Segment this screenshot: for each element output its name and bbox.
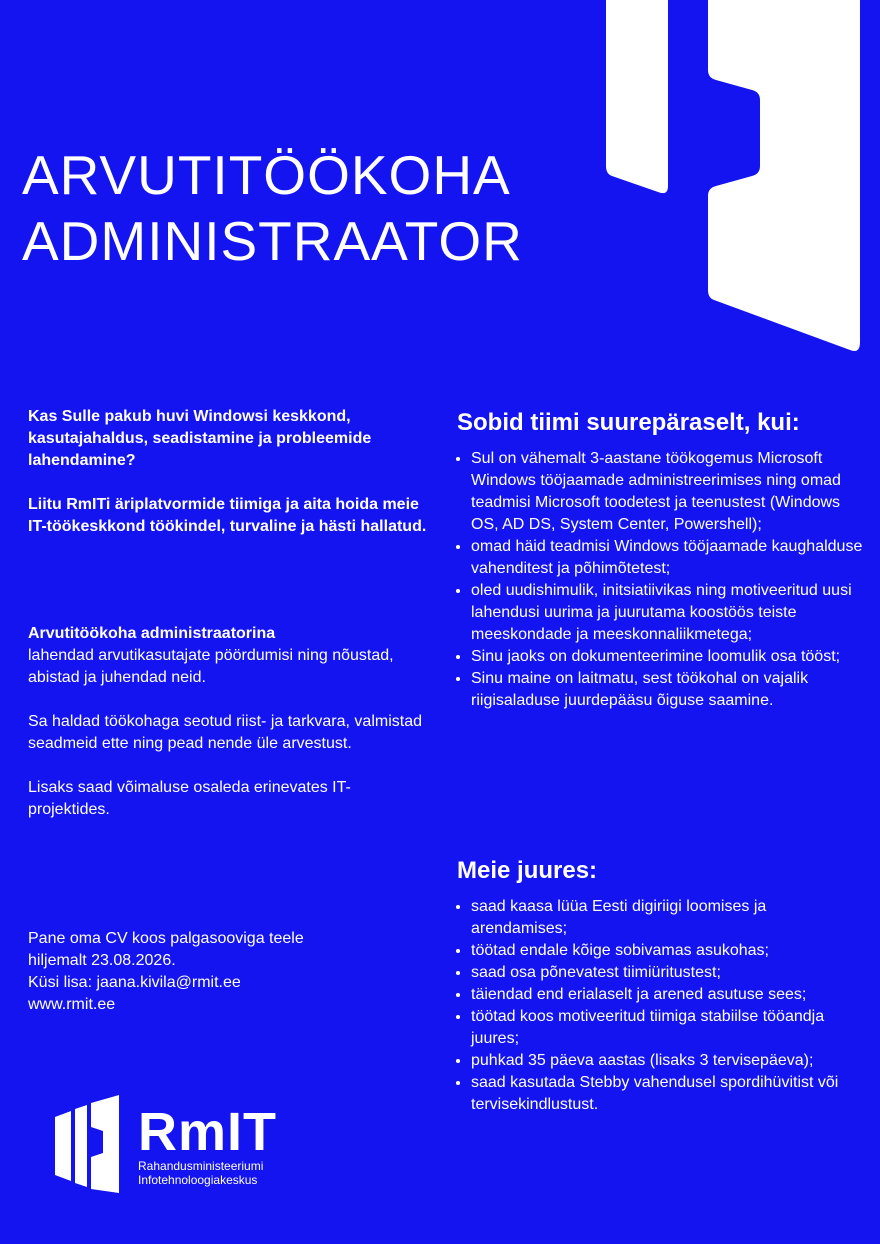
benefit-item: • töötad koos motiveeritud tiimiga stabiilse tööandja juures; xyxy=(471,1006,863,1050)
apply-line-1: Pane oma CV koos palgasooviga teele xyxy=(28,930,304,947)
requirements-heading: Sobid tiimi suurepäraselt, kui: xyxy=(457,409,800,436)
title-line-1: ARVUTITÖÖKOHA xyxy=(22,144,511,206)
intro-question: Kas Sulle pakub huvi Windowsi keskkond, kasutajahaldus, seadistamine ja probleemide lahendamine? xyxy=(28,408,372,469)
requirement-item: • Sinu jaoks on dokumenteerimine loomulik osa tööst; xyxy=(471,646,863,668)
role-paragraph-3: Lisaks saad võimaluse osaleda erinevates IT- projektides. xyxy=(28,779,351,818)
application-info xyxy=(28,928,428,1016)
benefits-heading: Meie juures: xyxy=(457,857,598,884)
requirements-list xyxy=(443,448,863,712)
benefit-item: • saad kaasa lüüa Eesti digiriigi loomises ja arendamises; xyxy=(471,896,863,940)
benefit-item: • saad osa põnevatest tiimiüritustest; xyxy=(471,962,863,984)
apply-website[interactable]: www.rmit.ee xyxy=(28,996,116,1013)
requirement-item: • omad häid teadmisi Windows tööjaamade kaughalduse vahenditest ja põhimõtetest; xyxy=(471,536,863,580)
page-title xyxy=(22,142,523,274)
intro-section xyxy=(28,406,428,538)
requirement-item: • Sinu maine on laitmatu, sest töökohal on vajalik riigisaladuse juurdepääsu õiguse saamine. xyxy=(471,668,863,712)
benefit-item: • puhkad 35 päeva aastas (lisaks 3 tervisepäeva); xyxy=(471,1050,863,1072)
decorative-bar-left xyxy=(606,0,668,193)
requirement-item: • Sul on vähemalt 3-aastane töökogemus Microsoft Windows tööjaamade administreerimises ning omad teadmisi Microsoft toodetest ja teenustest (Windows OS, AD DS, System Center, Powershell); xyxy=(471,448,863,536)
role-line-1: lahendad arvutikasutajate pöördumisi ning nõustad, abistad ja juhendad neid. xyxy=(28,647,394,686)
logo-wordmark xyxy=(138,1102,277,1187)
title-line-2: ADMINISTRAATOR xyxy=(22,210,523,272)
benefits-list xyxy=(443,896,863,1116)
rmit-logo-icon xyxy=(55,1095,121,1193)
benefit-item: • täiendad end erialaselt ja arened asutuse sees; xyxy=(471,984,863,1006)
logo-subtitle-2: Infotehnoloogiakeskus xyxy=(138,1173,258,1187)
benefit-item: • saad kasutada Stebby vahendusel spordihüvitist või tervisekindlustust. xyxy=(471,1072,863,1116)
apply-contact[interactable]: Küsi lisa: jaana.kivila@rmit.ee xyxy=(28,974,241,991)
logo-subtitle-1: Rahandusministeeriumi xyxy=(138,1159,264,1173)
benefits-section xyxy=(443,856,863,1116)
apply-deadline: hiljemalt 23.08.2026. xyxy=(28,952,176,969)
role-heading: Arvutitöökoha administraatorina xyxy=(28,625,276,642)
logo-name: RmIT xyxy=(138,1102,277,1162)
requirement-item: • oled uudishimulik, initsiatiivikas ning motiveeritud uusi lahendusi uurima ja juurutama koostöös teiste meeskondade ja meeskonnaliikmetega; xyxy=(471,580,863,646)
role-section xyxy=(28,623,428,821)
role-paragraph-2: Sa haldad töökohaga seotud riist- ja tarkvara, valmistad seadmeid ette ning pead nende üle arvestust. xyxy=(28,713,422,752)
intro-invitation: Liitu RmITi äriplatvormide tiimiga ja aita hoida meie IT-töökeskkond töökindel, turvaline ja hästi hallatud. xyxy=(28,496,427,535)
requirements-section xyxy=(443,408,863,712)
role-paragraph-1 xyxy=(28,623,428,689)
benefit-item: • töötad endale kõige sobivamas asukohas; xyxy=(471,940,863,962)
decorative-bar-right xyxy=(708,0,860,351)
